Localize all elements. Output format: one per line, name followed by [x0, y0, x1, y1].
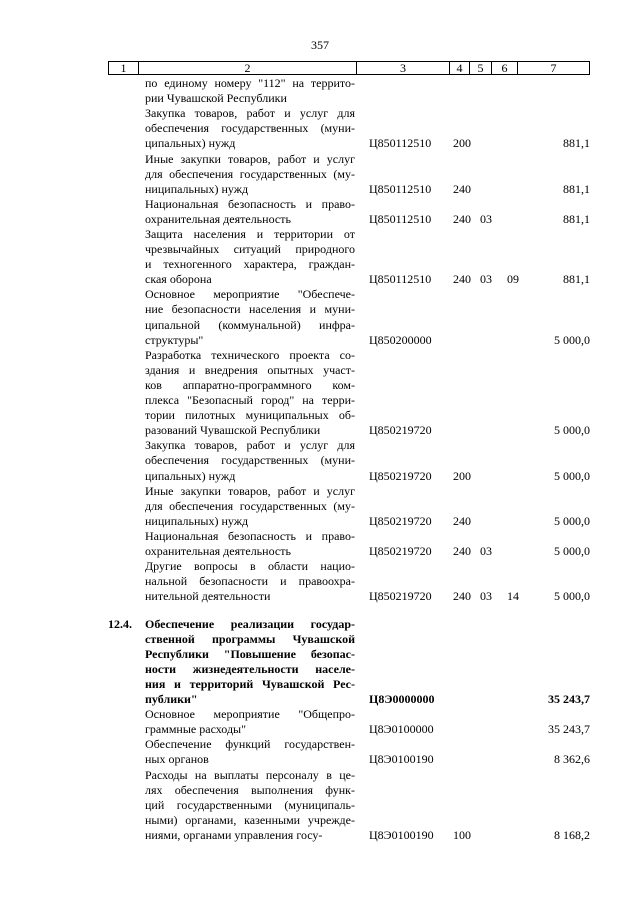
amount: 5 000,0: [554, 332, 590, 347]
description-line: ния и территорий Чувашской Рес-: [145, 676, 355, 691]
csr-code: Ц850219720: [369, 513, 432, 528]
rz-code: 03: [480, 544, 492, 559]
description-line: обеспечения государственных (муни-: [145, 121, 355, 136]
description-line: ниями, органами управления госу-: [145, 827, 323, 842]
row-description: [145, 152, 355, 197]
table-row: [0, 227, 640, 287]
description-line: ций государственными (муниципаль-: [145, 797, 355, 812]
row-description: [145, 197, 355, 227]
vr-code: 240: [453, 181, 471, 196]
csr-code: Ц8Э0100000: [369, 722, 434, 737]
row-number: 12.4.: [108, 616, 132, 631]
description-line: Основное мероприятие "Общепро-: [145, 707, 355, 722]
description-line: Национальная безопасность и право-: [145, 196, 355, 211]
description-line: Иные закупки товаров, работ и услуг: [145, 483, 355, 498]
description-line: Республики "Повышение безопас-: [145, 646, 355, 661]
row-description: [145, 559, 355, 604]
description-line: ными) органами, казенными учрежде-: [145, 812, 355, 827]
row-description: [145, 227, 355, 287]
description-line: Закупка товаров, работ и услуг для: [145, 106, 355, 121]
table-row: [0, 559, 640, 604]
page-number: 357: [311, 38, 329, 52]
csr-code: Ц850112510: [369, 272, 432, 287]
row-description: [145, 707, 355, 737]
amount: 8 362,6: [554, 752, 590, 767]
table-row: [0, 197, 640, 227]
amount: 5 000,0: [554, 589, 590, 604]
row-description: [145, 737, 355, 767]
table-row: [0, 152, 640, 197]
description-line: ципальных) нужд: [145, 136, 236, 151]
header-col-5: 5: [470, 62, 492, 75]
description-line: ние безопасности населения и муни-: [145, 302, 355, 317]
row-description: [145, 287, 355, 347]
description-line: Национальная безопасность и право-: [145, 529, 355, 543]
table-row: [0, 438, 640, 483]
vr-code: 200: [453, 468, 471, 483]
rz-code: 03: [480, 589, 492, 604]
table-row: [0, 76, 640, 106]
description-line: публики": [145, 691, 198, 706]
description-line: Расходы на выплаты персоналу в це-: [145, 767, 355, 782]
row-description: [145, 348, 355, 439]
description-line: чрезвычайных ситуаций природного: [145, 242, 355, 257]
header-col-1: 1: [109, 62, 139, 75]
pr-code: 14: [507, 589, 519, 604]
header-col-7: 7: [518, 62, 590, 75]
description-line: граммные расходы": [145, 722, 247, 737]
csr-code: Ц850112510: [369, 181, 432, 196]
amount: 35 243,7: [548, 722, 590, 737]
rz-code: 03: [480, 272, 492, 287]
description-line: Другие вопросы в области нацио-: [145, 559, 355, 574]
rz-code: 03: [480, 211, 492, 226]
description-line: ципальных) нужд: [145, 468, 236, 483]
row-description: [145, 768, 355, 843]
csr-code: Ц8Э0100190: [369, 827, 434, 842]
description-line: по единому номеру "112" на террито-: [145, 76, 355, 90]
description-line: охранительная деятельность: [145, 544, 291, 559]
table-row: [0, 484, 640, 529]
description-line: ская оборона: [145, 272, 212, 287]
description-line: нительной деятельности: [145, 589, 271, 604]
description-line: охранительная деятельность: [145, 211, 291, 226]
description-line: здания и внедрения опытных участ-: [145, 362, 355, 377]
description-line: Защита населения и территории от: [145, 227, 355, 241]
description-line: нальной безопасности и правоохра-: [145, 574, 355, 589]
csr-code: Ц850219720: [369, 544, 432, 559]
row-description: [145, 76, 355, 106]
description-line: Разработка технического проекта со-: [145, 347, 355, 362]
description-line: Обеспечение реализации государ-: [145, 616, 355, 631]
csr-code: Ц8Э0100190: [369, 752, 434, 767]
header-col-4: 4: [450, 62, 470, 75]
description-line: структуры": [145, 332, 204, 347]
table-row: [0, 768, 640, 844]
description-line: для обеспечения государственных (му-: [145, 166, 355, 181]
amount: 5 000,0: [554, 468, 590, 483]
vr-code: 240: [453, 211, 471, 226]
amount: 5 000,0: [554, 513, 590, 528]
csr-code: Ц850219720: [369, 423, 432, 438]
description-line: разований Чувашской Республики: [145, 423, 321, 438]
table-row: [0, 287, 640, 347]
description-line: ниципальных) нужд: [145, 513, 249, 528]
description-line: ниципальных) нужд: [145, 181, 249, 196]
csr-code: Ц850219720: [369, 589, 432, 604]
vr-code: 100: [453, 827, 471, 842]
description-line: лях обеспечения выполнения функ-: [145, 782, 355, 797]
row-description: [145, 484, 355, 529]
description-line: Обеспечение функций государствен-: [145, 737, 355, 752]
description-line: Иные закупки товаров, работ и услуг: [145, 151, 355, 166]
description-line: ственной программы Чувашской: [145, 631, 355, 646]
amount: 5 000,0: [554, 544, 590, 559]
row-description: [145, 438, 355, 483]
amount: 881,1: [563, 272, 590, 287]
amount: 5 000,0: [554, 423, 590, 438]
vr-code: 200: [453, 136, 471, 151]
description-line: Основное мероприятие "Обеспече-: [145, 287, 355, 302]
header-col-6: 6: [492, 62, 518, 75]
description-line: ципальной (коммунальной) инфра-: [145, 317, 355, 332]
description-line: и техногенного характера, граждан-: [145, 257, 355, 272]
header-col-2: 2: [139, 62, 357, 75]
amount: 881,1: [563, 211, 590, 226]
csr-code: Ц850200000: [369, 332, 432, 347]
csr-code: Ц850219720: [369, 468, 432, 483]
vr-code: 240: [453, 589, 471, 604]
description-line: Закупка товаров, работ и услуг для: [145, 438, 355, 453]
vr-code: 240: [453, 513, 471, 528]
description-line: ных органов: [145, 752, 209, 767]
pr-code: 09: [507, 272, 519, 287]
description-line: плекса "Безопасный город" на терри-: [145, 393, 355, 408]
csr-code: Ц850112510: [369, 136, 432, 151]
description-line: для обеспечения государственных (му-: [145, 498, 355, 513]
header-col-3: 3: [357, 62, 450, 75]
table-row: [0, 348, 640, 439]
csr-code: Ц850112510: [369, 211, 432, 226]
amount: 881,1: [563, 181, 590, 196]
amount: 881,1: [563, 136, 590, 151]
table-row: [0, 737, 640, 767]
csr-code: Ц8Э0000000: [369, 692, 435, 706]
row-description: [145, 617, 355, 708]
vr-code: 240: [453, 544, 471, 559]
description-line: рии Чувашской Республики: [145, 91, 287, 106]
row-description: [145, 529, 355, 559]
table-row: [0, 529, 640, 559]
table-row: [0, 617, 640, 708]
vr-code: 240: [453, 272, 471, 287]
description-line: ности жизнедеятельности населе-: [145, 661, 355, 676]
amount: 35 243,7: [548, 692, 590, 706]
table-row: [0, 106, 640, 151]
description-line: тории пилотных муниципальных об-: [145, 408, 355, 423]
row-description: [145, 106, 355, 151]
table-header: [108, 61, 590, 75]
description-line: обеспечения государственных (муни-: [145, 453, 355, 468]
table-row: [0, 707, 640, 737]
amount: 8 168,2: [554, 827, 590, 842]
description-line: ков аппаратно-программного ком-: [145, 377, 355, 392]
